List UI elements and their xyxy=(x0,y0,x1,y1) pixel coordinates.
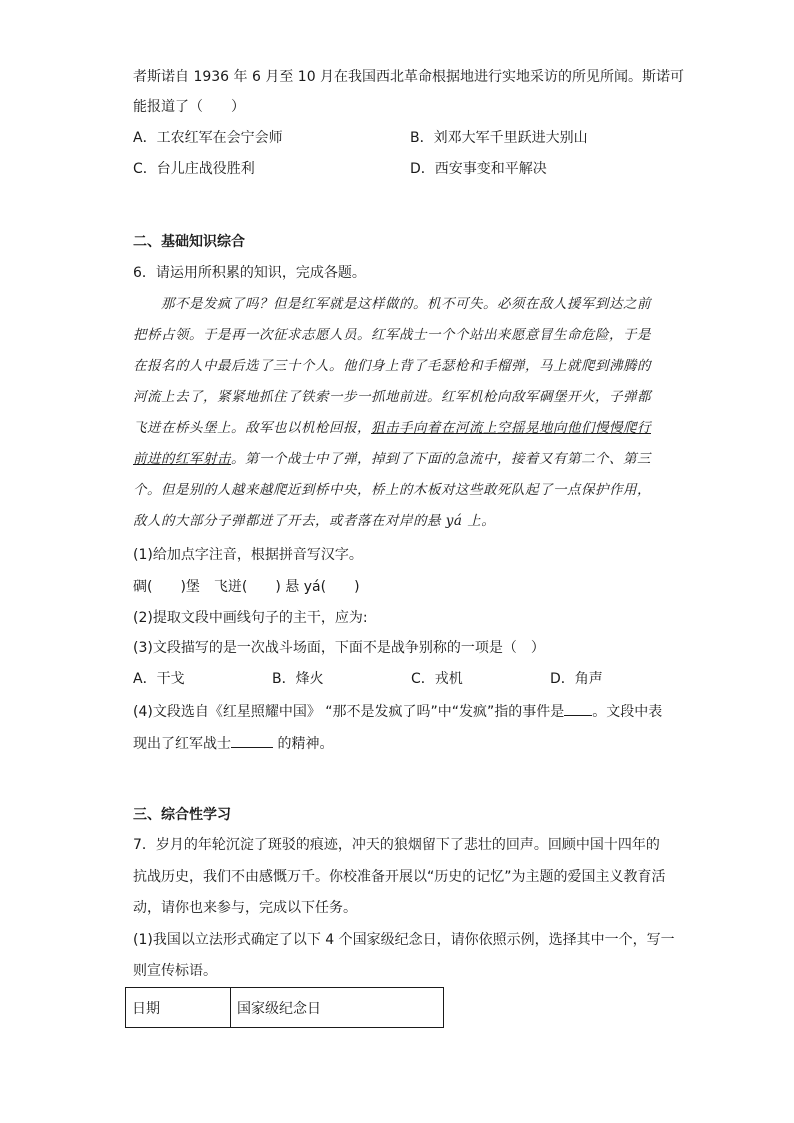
sub-3-option-b: B．烽火 xyxy=(272,671,324,687)
commemoration-days-table xyxy=(125,987,444,1028)
question-5-stem-line-2: 能报道了（ ） xyxy=(133,99,245,115)
sub-4-text-3: 现出了红军战士 xyxy=(133,736,231,752)
sub-4-text-4: 的精神。 xyxy=(273,736,334,752)
sub-question-2: (2)提取文段中画线句子的主干，应为: xyxy=(133,610,368,626)
sub-question-4-line-1 xyxy=(133,701,662,722)
underlined-sentence: 狙击手向着在河流上空摇晃地向他们慢慢爬行前进的红军射击 xyxy=(133,420,651,467)
sub-question-4-line-2 xyxy=(133,733,333,754)
passage-text-after: 。第一个战士中了弹，掉到了下面的急流中，接着又有第二个、第三个。但是别的人越来越爬近到桥中央，桥上的木板对这些敢死队起了一点保护作用，敌人的大部分子弹都迸了开去，或者落在对岸的悬 yá 上。 xyxy=(133,451,651,529)
question-7-sub-1-line-1: (1)我国以立法形式确定了以下 4 个国家级纪念日，请你依照示例，选择其中一个，写一 xyxy=(133,932,675,948)
reading-passage xyxy=(133,289,661,537)
passage-text-before: 那不是发疯了吗？但是红军就是这样做的。机不可失。必须在敌人援军到达之前把桥占领。于是再一次征求志愿人员。红军战士一个个站出来愿意冒生命危险，于是在报名的人中最后选了三十个人。他们身上背了毛瑟枪和手榴弹，马上就爬到沸腾的河流上去了，紧紧地抓住了铁索一步一抓地前进。红军机枪向敌军碉堡开火，子弹都飞迸在桥头堡上。敌军也以机枪回报， xyxy=(133,296,651,436)
option-c: C．台儿庄战役胜利 xyxy=(133,161,255,177)
table-header-date: 日期 xyxy=(126,988,231,1028)
option-d: D．西安事变和平解决 xyxy=(410,161,547,177)
table-header-day: 国家级纪念日 xyxy=(231,988,444,1028)
question-6-stem: 6．请运用所积累的知识，完成各题。 xyxy=(133,265,366,281)
answer-blank-spirit[interactable] xyxy=(231,733,273,748)
section-heading-3: 三、综合性学习 xyxy=(133,807,231,823)
question-7-line-2: 抗战历史，我们不由感慨万千。你校准备开展以“历史的记忆”为主题的爱国主义教育活 xyxy=(133,869,666,885)
sub-4-text-2: 。文段中表 xyxy=(592,704,663,720)
sub-3-option-a: A．干戈 xyxy=(133,671,185,687)
sub-3-option-c: C．戎机 xyxy=(411,671,463,687)
option-a: A．工农红军在会宁会师 xyxy=(133,130,283,146)
sub-question-3: (3)文段描写的是一次战斗场面，下面不是战争别称的一项是（ ） xyxy=(133,640,545,656)
sub-3-option-d: D．角声 xyxy=(550,671,603,687)
question-7-line-3: 动，请你也来参与，完成以下任务。 xyxy=(133,900,357,916)
option-b: B．刘邓大军千里跃进大别山 xyxy=(410,130,588,146)
question-7-sub-1-line-2: 则宣传标语。 xyxy=(133,963,217,979)
question-7-line-1: 7．岁月的年轮沉淀了斑驳的痕迹，冲天的狼烟留下了悲壮的回声。回顾中国十四年的 xyxy=(133,837,660,853)
answer-blank-event[interactable] xyxy=(564,701,592,716)
section-heading-2: 二、基础知识综合 xyxy=(133,234,245,250)
sub-question-1: (1)给加点字注音，根据拼音写汉字。 xyxy=(133,547,363,563)
sub-question-1-blanks: 碉( )堡 飞迸( ) 悬 yá( ) xyxy=(133,579,360,595)
sub-4-text-1: (4)文段选自《红星照耀中国》 “那不是发疯了吗”中“发疯”指的事件是 xyxy=(133,704,565,720)
table-header-row xyxy=(126,988,444,1028)
question-5-stem-line-1: 者斯诺自 1936 年 6 月至 10 月在我国西北革命根据地进行实地采访的所见所闻。斯诺可 xyxy=(133,69,685,85)
